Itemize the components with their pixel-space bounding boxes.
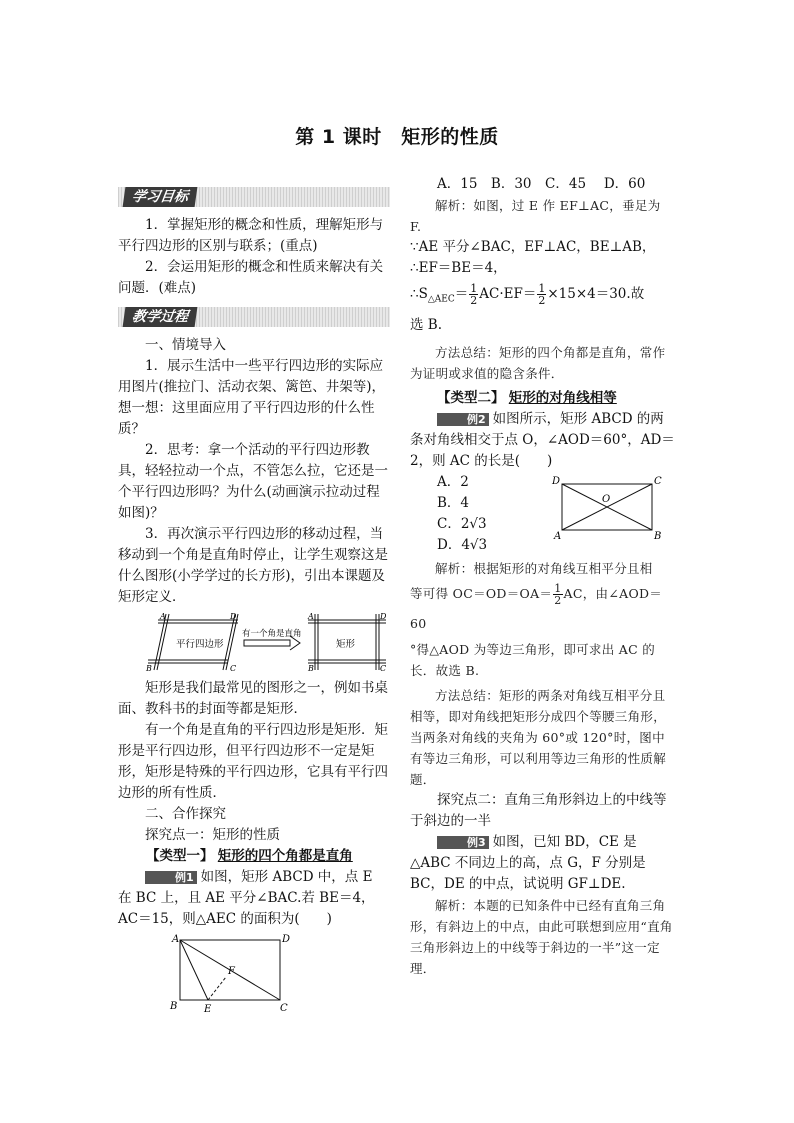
example-1 (118, 867, 390, 930)
vertex-b-label: B (146, 664, 152, 673)
example-2-options-and-figure (410, 472, 676, 558)
fig2-e-label: E (204, 1004, 212, 1014)
example-2-option-c: C．2√3 (437, 515, 487, 532)
type2-heading (410, 388, 676, 409)
vertex-d-label: D (380, 612, 387, 621)
type2-title: 矩形的对角线相等 (508, 389, 617, 406)
example-3-solution: 解析：本题的已知条件中已经有直角三角形，有斜边上的中点，由此可联想到应用“直角三角形斜边上的中线等于斜边的一半”这一定理． (410, 897, 673, 976)
vertex-c-label: C (230, 664, 237, 673)
fraction-numerator: 1 (470, 282, 478, 295)
section-header-goals (118, 187, 390, 209)
vertex-b-label: B (308, 664, 314, 673)
example-2-option-b: B．4 (437, 494, 470, 511)
type1-title: 矩形的四个角都是直角 (217, 848, 353, 864)
step2-heading: 二、合作探究 (145, 806, 226, 822)
solution-mid: AC·EF＝ (479, 286, 537, 302)
vertex-c-label: C (380, 664, 387, 673)
fraction-denominator: 2 (554, 593, 562, 607)
example-2-figure (546, 476, 666, 540)
area-subscript: △AEC (427, 294, 455, 305)
example-1-solution-1: 解析：如图，过 E 作 EF⊥AC，垂足为 F. (410, 198, 661, 234)
definition-paragraph-2: 有一个角是直角的平行四边形是矩形．矩形是平行四边形，但平行四边形不一定是矩形，矩形是特殊的平行四边形，它具有平行四边形的所有性质． (118, 722, 388, 801)
explore-point-2: 探究点二：直角三角形斜边上的中线等于斜边的一半 (410, 791, 667, 829)
example-2-solution-2 (410, 579, 676, 639)
explore-point-1: 探究点一：矩形的性质 (145, 827, 280, 843)
example-1-figure (168, 934, 308, 1014)
parallelogram-label: 平行四边形 (176, 639, 224, 650)
fig3-d-label: D (552, 475, 561, 487)
fraction-denominator: 2 (470, 294, 478, 307)
example-2 (410, 409, 676, 472)
step1-heading: 一、情境导入 (145, 337, 226, 353)
example-2-option-a: A．2 (437, 473, 469, 490)
fraction-numerator: 1 (538, 282, 546, 295)
fraction-numerator: 1 (554, 581, 562, 595)
fig2-a-label: A (172, 934, 180, 945)
fig3-b-label: B (654, 530, 662, 540)
example-3-badge: 例3 (437, 836, 489, 849)
example-2-badge: 例2 (437, 413, 489, 426)
equals-sign: ＝ (454, 286, 469, 302)
solution-end: ×15×4＝30.故 (547, 286, 645, 302)
example-3 (410, 832, 676, 895)
rectangle-label: 矩形 (336, 639, 356, 650)
area-symbol: ∴S (410, 286, 428, 302)
fig3-a-label: A (554, 530, 562, 540)
fig3-c-label: C (654, 475, 662, 487)
example-2-solution-1: 解析：根据矩形的对角线互相平分且相 (435, 560, 653, 576)
step1-paragraph-3: 3．再次演示平行四边形的移动过程，当移动到一个角是直角时停止，让学生观察这是什么图形(小学学过的长方形)，引出本课题及矩形定义． (118, 526, 388, 605)
example-2-option-d: D．4√3 (437, 536, 488, 553)
step1-paragraph-2: 2．思考：拿一个活动的平行四边形教具，轻轻拉动一个点，不管怎么拉，它还是一个平行四边形吗？为什么(动画演示拉动过程如图)？ (118, 442, 388, 521)
right-column (410, 174, 676, 979)
fraction-half (469, 283, 478, 306)
goal-2: 2．会运用矩形的概念和性质来解决有关问题．(难点) (118, 259, 384, 296)
example-1-options: A．15 B．30 C．45 D．60 (437, 176, 646, 192)
example-1-text: 如图，矩形 ABCD 中，点 E 在 BC 上，且 AE 平分∠BAC.若 BE＝4，AC＝15，则△AEC 的面积为( ) (118, 869, 375, 927)
section-header-label: 教学过程 (123, 307, 198, 327)
example-2-solution-3: °得△AOD 为等边三角形，即可求出 AC 的长．故选 B. (410, 641, 656, 678)
vertex-a-label: A (160, 612, 166, 621)
solution-text: 等可得 OC＝OD＝OA＝ (410, 585, 553, 601)
example-2-text: 如图所示，矩形 ABCD 的两条对角线相交于点 O，∠AOD＝60°，AD＝2，则 AC 的长是( ) (410, 410, 675, 469)
fig2-f-label: F (228, 966, 235, 977)
fig2-c-label: C (280, 1003, 288, 1014)
fig3-o-label: O (602, 493, 611, 505)
example-1-solution-2: ∵AE 平分∠BAC，EF⊥AC，BE⊥AB， (410, 239, 656, 255)
fraction-half (537, 283, 546, 306)
arrow-label: 有一个角是直角 (242, 629, 302, 639)
page-title: 第 1 课时 矩形的性质 (295, 126, 499, 148)
vertex-d-label: D (230, 612, 237, 621)
goal-1: 1．掌握矩形的概念和性质，理解矩形与平行四边形的区别与联系；(重点) (118, 217, 384, 254)
section-header-process (118, 307, 390, 329)
fraction-half (553, 583, 562, 606)
vertex-a-label: A (308, 612, 314, 621)
type2-tag: 【类型二】 (437, 389, 505, 406)
example-1-summary: 方法总结：矩形的四个角都是直角，常作为证明或求值的隐含条件． (410, 344, 666, 381)
type1-heading (118, 846, 390, 867)
example-2-summary: 方法总结：矩形的两条对角线互相平分且相等，即对角线把矩形分成四个等腰三角形，当两条对角线的夹角为 60°或 120°时，图中有等边三角形，可以利用等边三角形的性质解题． (410, 687, 667, 787)
fig2-b-label: B (170, 1001, 178, 1012)
section-header-label: 学习目标 (123, 187, 198, 207)
fig2-d-label: D (282, 934, 291, 945)
definition-paragraph-1: 矩形是我们最常见的图形之一，例如书桌面、教科书的封面等都是矩形． (118, 680, 388, 717)
solution-text: AC，由∠AOD＝60 (410, 585, 663, 631)
example-1-solution-3: ∴EF＝BE＝4， (410, 260, 507, 276)
step1-paragraph-1: 1．展示生活中一些平行四边形的实际应用图片(推拉门、活动衣架、篱笆、井架等)，想一想：这里面应用了平行四边形的什么性质？ (118, 358, 386, 437)
fraction-denominator: 2 (538, 294, 546, 307)
type1-tag: 【类型一】 (146, 848, 214, 864)
example-1-solution-4 (410, 279, 676, 315)
example-3-text: 如图，已知 BD，CE 是△ABC 不同边上的高，点 G，F 分别是 BC，DE 的中点，试说明 GF⊥DE. (410, 833, 646, 892)
parallelogram-to-rectangle-figure (118, 612, 390, 674)
left-column (118, 181, 390, 1014)
example-1-solution-5: 选 B. (410, 316, 443, 333)
example-1-badge: 例1 (145, 871, 197, 884)
